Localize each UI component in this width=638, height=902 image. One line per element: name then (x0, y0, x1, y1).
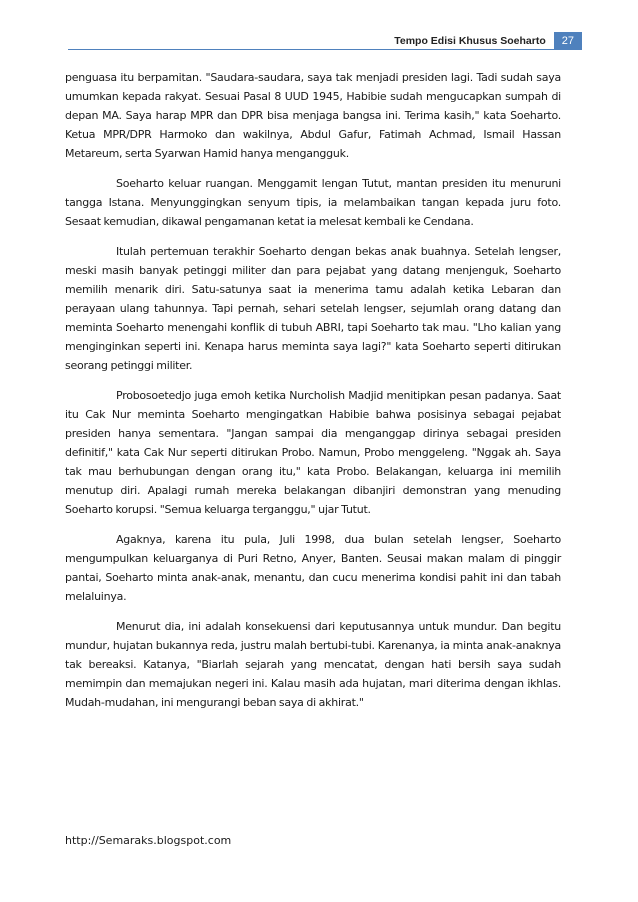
paragraph: Soeharto keluar ruangan. Menggamit lengan Tutut, mantan presiden itu menuruni tangga Istana. Menyunggingkan senyum tipis, ia melambaikan tangan kepada juru foto. Sesaat kemudian, dikawal pengamanan ketat ia melesat kembali ke Cendana. (65, 177, 561, 228)
page-number: 27 (554, 32, 582, 50)
paragraph-continuation: penguasa itu berpamitan. "Saudara-saudara, saya tak menjadi presiden lagi. Tadi sudah saya umumkan kepada rakyat. Sesuai Pasal 8 UUD 1945, Habibie sudah mengucapkan sumpah di depan MA. Saya harap MPR dan DPR bisa menjaga bangsa ini. Terima kasih," kata Soeharto. Ketua MPR/DPR Harmoko dan wakilnya, Abdul Gafur, Fatimah Achmad, Ismail Hassan Metareum, serta Syarwan Hamid hanya mengangguk. (65, 71, 561, 160)
header-divider (68, 49, 582, 50)
running-header (394, 32, 582, 50)
paragraph: Probosoetedjo juga emoh ketika Nurcholish Madjid menitipkan pesan padanya. Saat itu Cak Nur meminta Soeharto mengingatkan Habibie bahwa posisinya sebagai pejabat presiden hanya sementara. "Jangan sampai dia menganggap dirinya sebagai presiden definitif," kata Cak Nur seperti ditirukan Probo. Namun, Probo menggeleng. "Nggak ah. Saya tak mau berhubungan dengan orang itu," kata Probo. Belakangan, keluarga ini memilih menutup diri. Apalagi rumah mereka belakangan dibanjiri demonstran yang menuding Soeharto korupsi. "Semua keluarga terganggu," ujar Tutut. (65, 389, 561, 516)
paragraph: Agaknya, karena itu pula, Juli 1998, dua bulan setelah lengser, Soeharto mengumpulkan keluarganya di Puri Retno, Anyer, Banten. Seusai makan malam di pinggir pantai, Soeharto minta anak-anak, menantu, dan cucu menerima kondisi pahit ini dan tabah melaluinya. (65, 533, 561, 603)
article-body (65, 68, 561, 723)
paragraph: Menurut dia, ini adalah konsekuensi dari keputusannya untuk mundur. Dan begitu mundur, hujatan bukannya reda, justru malah bertubi-tubi. Karenanya, ia minta anak-anaknya tak bereaksi. Katanya, "Biarlah sejarah yang mencatat, dengan hati bersih saya sudah memimpin dan memajukan negeri ini. Kalau masih ada hujatan, mari diterima dengan ikhlas. Mudah-mudahan, ini mengurangi beban saya di akhirat." (65, 620, 561, 709)
paragraph: Itulah pertemuan terakhir Soeharto dengan bekas anak buahnya. Setelah lengser, meski masih banyak petinggi militer dan para pejabat yang datang menjenguk, Soeharto memilih menarik diri. Satu-satunya saat ia menerima tamu adalah ketika Lebaran dan perayaan ulang tahunnya. Tapi pernah, sehari setelah lengser, sejumlah orang datang dan meminta Soeharto menengahi konflik di tubuh ABRI, tapi Soeharto tak mau. "Lho kalian yang menginginkan seperti ini. Kenapa harus meminta saya lagi?" kata Soeharto seperti ditirukan seorang petinggi militer. (65, 245, 561, 372)
publication-title: Tempo Edisi Khusus Soeharto (394, 35, 546, 47)
footer-url: http://Semaraks.blogspot.com (65, 834, 232, 847)
